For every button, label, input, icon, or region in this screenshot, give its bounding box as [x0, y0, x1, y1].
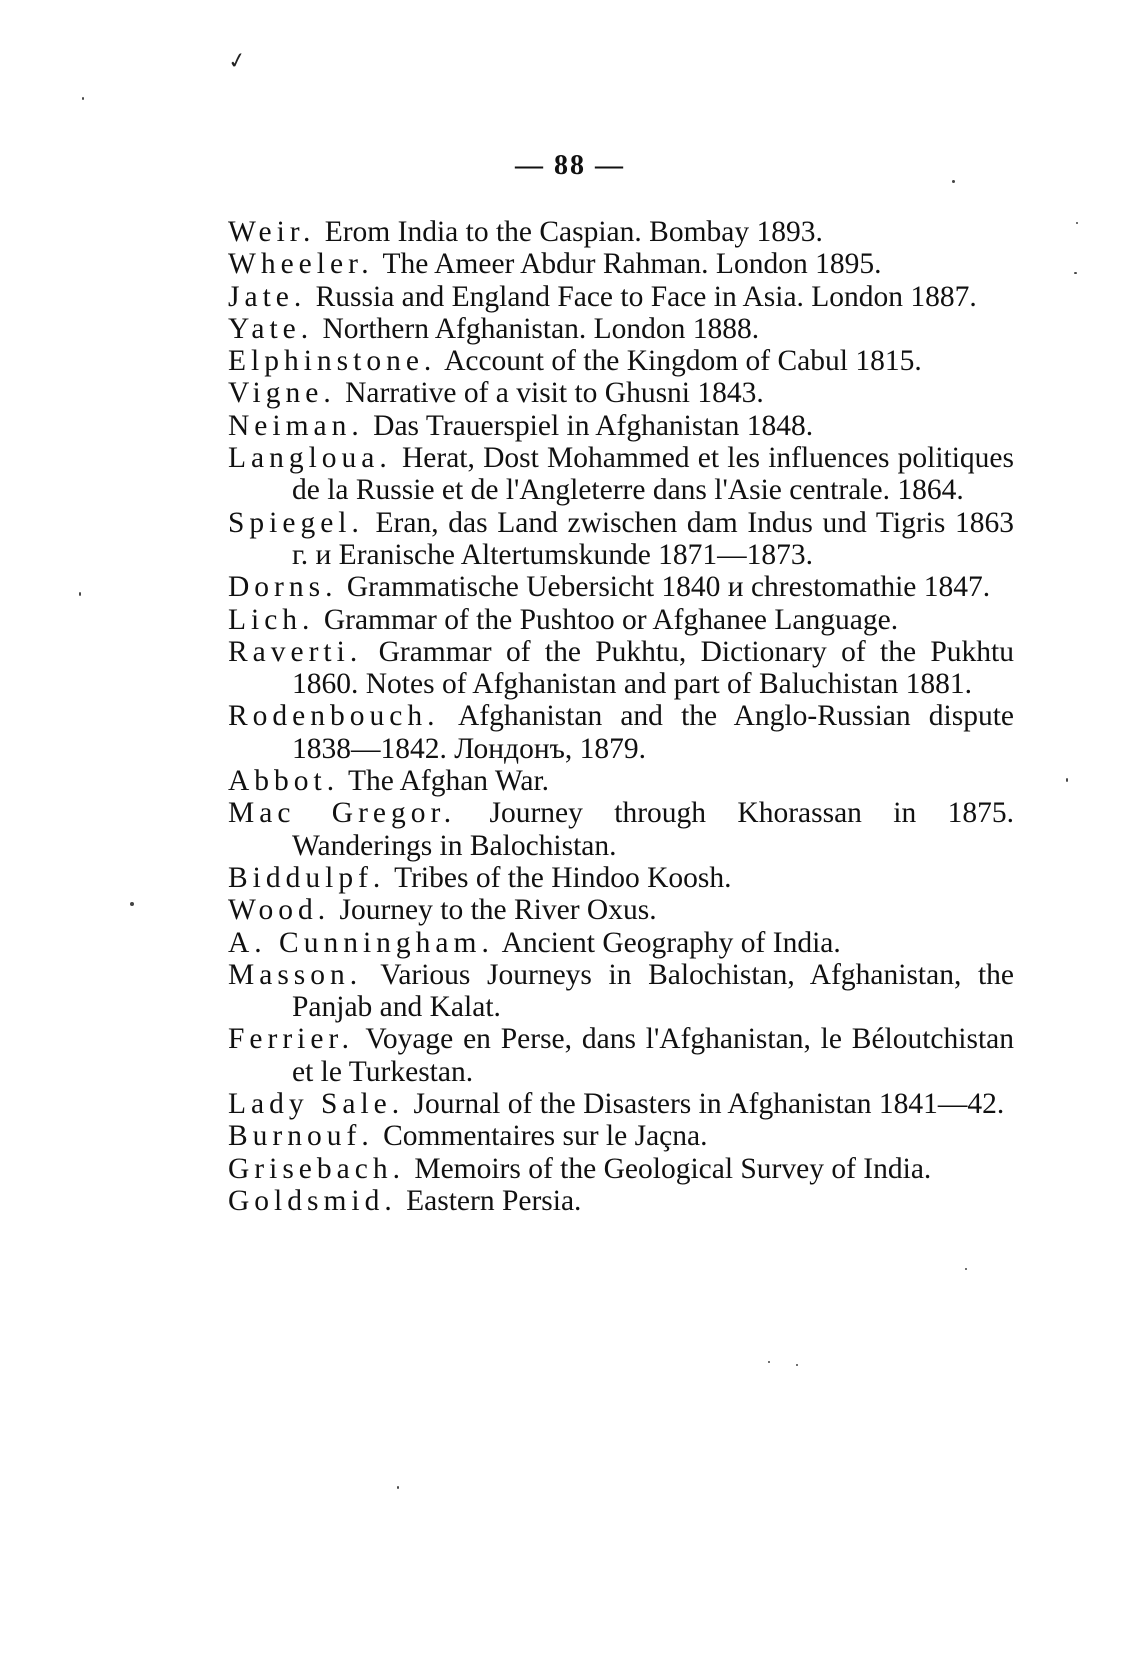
entry-title: Journal of the Disasters in Afghanistan 1841—42. [413, 1088, 1005, 1121]
bibliography-entry [228, 1153, 1014, 1185]
entry-author: A. Cunningham. [228, 926, 494, 959]
entry-author: Goldsmid. [228, 1184, 397, 1217]
scan-speck [1076, 222, 1078, 224]
entry-title: Ancient Geography of India. [501, 926, 841, 959]
entry-title: The Afghan War. [347, 765, 550, 798]
entry-author: Vigne. [228, 377, 336, 410]
scan-speck [79, 592, 81, 596]
bibliography-entry [228, 636, 1014, 701]
entry-author: Grisebach. [228, 1152, 405, 1185]
entry-title: Grammar of the Pukhtu, Dictionary of the Pukhtu 1860. Notes of Afghanistan and part of Baluchistan 1881. [292, 635, 1015, 701]
entry-author: Raverti. [228, 635, 363, 668]
entry-title: Memoirs of the Geological Survey of India. [414, 1152, 932, 1185]
entry-author: Rodenbouch. [228, 700, 440, 733]
entry-title: Erom India to the Caspian. Bombay 1893. [324, 216, 823, 248]
entry-title: Eran, das Land zwischen dam Indus und Tigris 1863 г. и Eranische Altertumskunde 1871—1873. [292, 506, 1015, 571]
entry-author: Spiegel. [228, 506, 364, 539]
scan-speck [130, 902, 134, 906]
entry-title: Commentaires sur le Jaçna. [383, 1120, 708, 1153]
entry-title: Tribes of the Hindoo Koosh. [394, 861, 732, 894]
entry-title: Das Trauerspiel in Afghanistan 1848. [373, 409, 814, 442]
entry-title: Grammar of the Pushtoo or Afghanee Language. [323, 603, 899, 636]
entry-title: Various Journeys in Balochistan, Afghanistan, the Panjab and Kalat. [292, 958, 1015, 1024]
bibliography-entry [228, 571, 1014, 603]
bibliography-entry [228, 281, 1014, 313]
entry-author: Elphinstone. [228, 345, 437, 378]
bibliography-entry [228, 927, 1014, 959]
entry-author: Wood. [228, 894, 331, 927]
entry-author: Lady Sale. [228, 1088, 405, 1121]
entry-title: Afghanistan and the Anglo-Russian dispute 1838—1842. Лондонъ, 1879. [292, 700, 1014, 765]
bibliography-entry [228, 959, 1014, 1024]
pencil-check-mark: ✓ [225, 46, 249, 75]
bibliography-entry [228, 1120, 1014, 1152]
bibliography-entry [228, 894, 1014, 926]
scan-speck [1074, 272, 1077, 274]
entry-title: The Ameer Abdur Rahman. London 1895. [382, 248, 882, 281]
entry-author: Yate. [228, 312, 314, 345]
entry-author: Burnouf. [228, 1120, 374, 1153]
entry-title: Narrative of a visit to Ghusni 1843. [345, 377, 764, 410]
bibliography-entry [228, 507, 1014, 572]
scan-speck [952, 180, 955, 183]
scan-speck [768, 1361, 770, 1363]
bibliography-entry [228, 313, 1014, 345]
entry-title: Grammatische Uebersicht 1840 и chrestomathie 1847. [346, 571, 991, 604]
entry-title: Journey through Khorassan in 1875. Wanderings in Balochistan. [292, 797, 1015, 862]
entry-author: Mac Gregor. [228, 797, 457, 830]
entry-author: Masson. [228, 958, 363, 991]
entry-title: Northern Afghanistan. London 1888. [322, 312, 760, 345]
entry-author: Neiman. [228, 409, 364, 442]
entry-author: Biddulpf. [228, 861, 386, 894]
bibliography-entry [228, 345, 1014, 377]
bibliography-entry [228, 765, 1014, 797]
entry-title: Russia and England Face to Face in Asia. London 1887. [315, 280, 977, 313]
entry-title: Herat, Dost Mohammed et les influences politiques de la Russie et de l'Angleterre dans l'Asie centrale. 1864. [292, 442, 1014, 507]
bibliography-entry [228, 1023, 1014, 1088]
entry-author: Jate. [228, 280, 307, 313]
page-number: — 88 — [515, 150, 625, 181]
bibliography-entry [228, 1185, 1014, 1217]
bibliography-entry [228, 410, 1014, 442]
bibliography-entry [228, 377, 1014, 409]
bibliography-list [228, 216, 1014, 1217]
entry-author: Lich. [228, 603, 315, 636]
bibliography-entry [228, 216, 1014, 248]
bibliography-entry [228, 862, 1014, 894]
bibliography-entry [228, 604, 1014, 636]
entry-author: Abbot. [228, 765, 340, 798]
scan-speck [965, 1268, 967, 1270]
entry-author: Wheeler. [228, 248, 374, 281]
scan-speck [397, 1486, 399, 1489]
entry-author: Dorns. [228, 571, 338, 604]
entry-title: Eastern Persia. [406, 1184, 582, 1217]
entry-author: Weir. [228, 216, 316, 248]
entry-title: Journey to the River Oxus. [339, 894, 657, 927]
bibliography-entry [228, 1088, 1014, 1120]
bibliography-entry [228, 700, 1014, 765]
bibliography-entry [228, 248, 1014, 280]
scan-speck [796, 1364, 798, 1366]
entry-author: Ferrier. [228, 1023, 355, 1056]
bibliography-entry [228, 442, 1014, 507]
entry-author: Langloua. [228, 442, 392, 475]
bibliography-entry [228, 797, 1014, 862]
entry-title: Account of the Kingdom of Cabul 1815. [444, 345, 922, 378]
entry-title: Voyage en Perse, dans l'Afghanistan, le Béloutchistan et le Turkestan. [292, 1023, 1014, 1088]
scan-speck [1066, 778, 1068, 782]
scan-speck [82, 97, 84, 100]
